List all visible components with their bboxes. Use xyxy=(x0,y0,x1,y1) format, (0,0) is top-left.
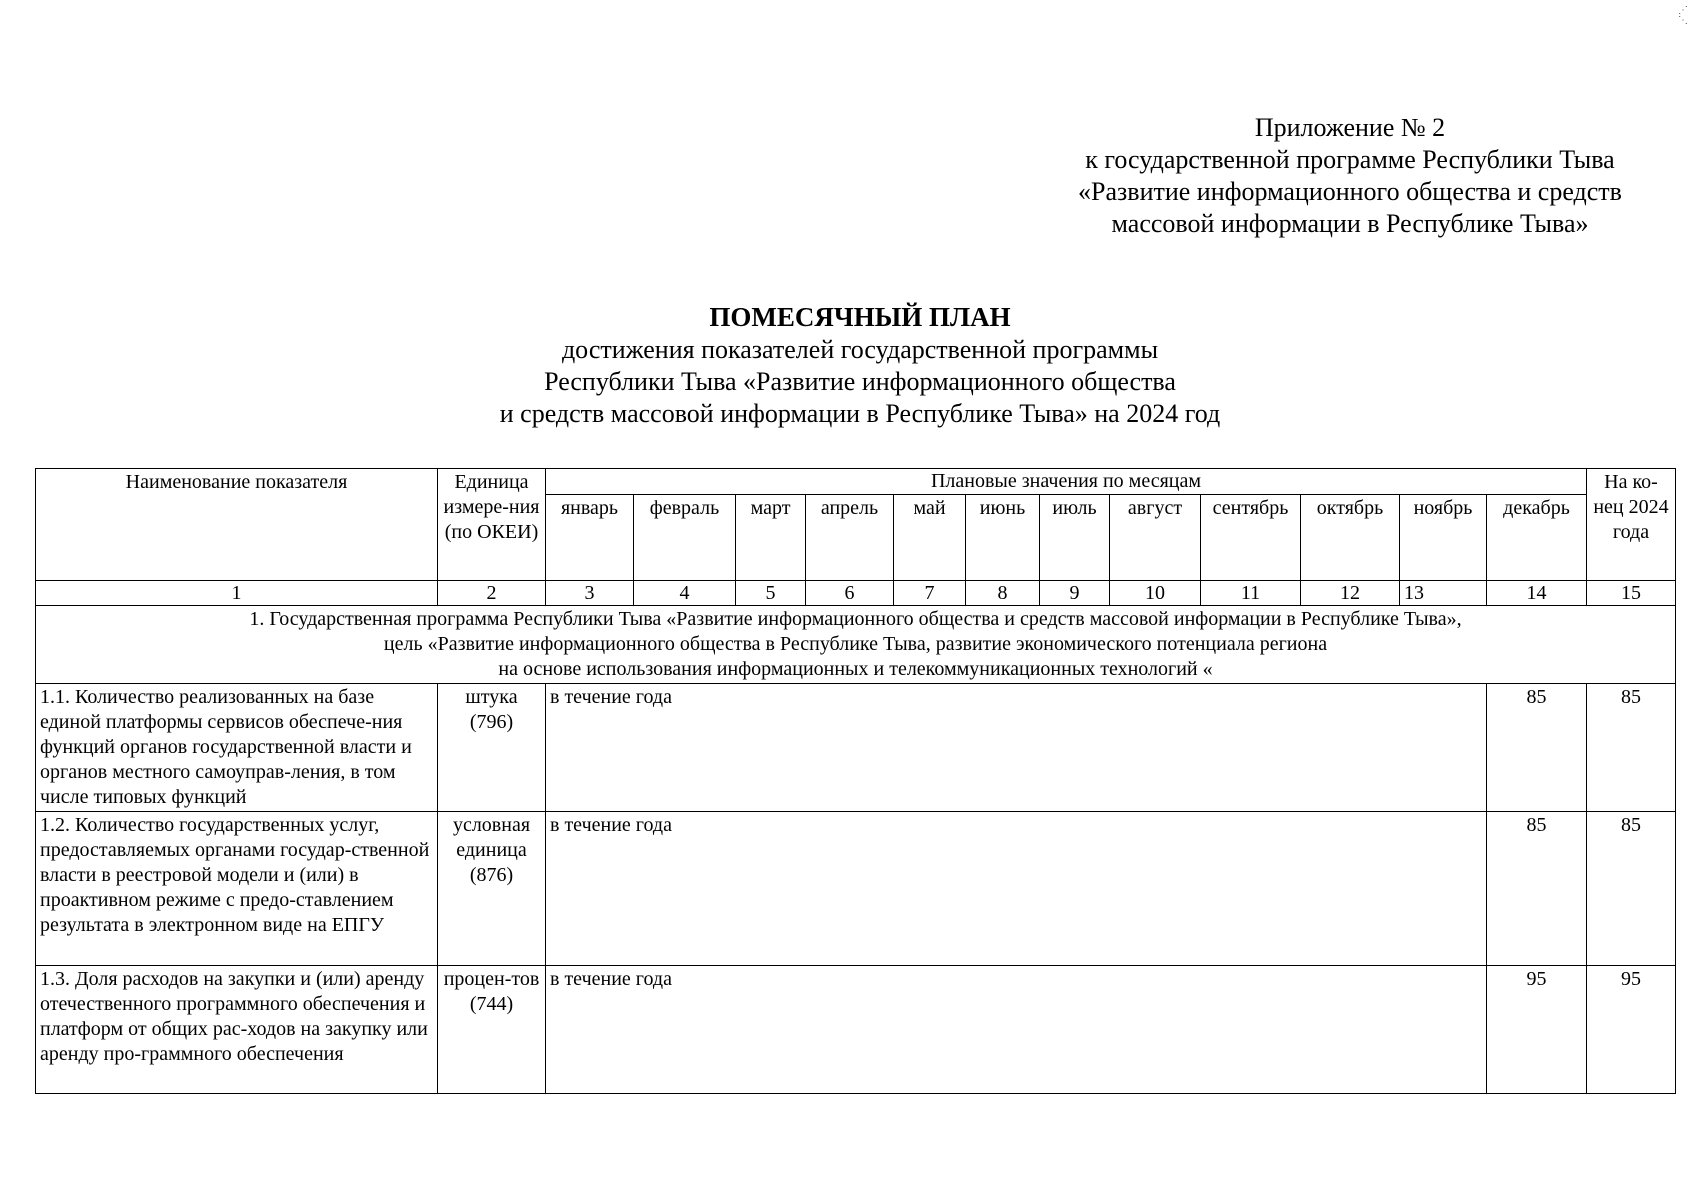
appendix-line: массовой информации в Республике Тыва» xyxy=(1111,209,1589,238)
indicator-name: 1.2. Количество государственных услуг, предоставляемых органами государ-ственной власти в реестровой модели и (или) в проактивном режиме с предо-ставлением результата в электронном виде на ЕПГУ xyxy=(36,812,438,966)
section-line: цель «Развитие информационного общества в Республике Тыва, развитие экономического потенциала региона xyxy=(383,633,1328,655)
december-value: 95 xyxy=(1487,966,1587,1094)
end-year-value: 95 xyxy=(1587,966,1676,1094)
month-header: август xyxy=(1110,495,1201,581)
indicator-name: 1.3. Доля расходов на закупки и (или) аренду отечественного программного обеспечения и платформ от общих рас-ходов на закупку или аренду про-граммного обеспечения xyxy=(36,966,438,1094)
column-number: 8 xyxy=(966,581,1040,606)
header-planned: Плановые значения по месяцам xyxy=(546,469,1587,495)
column-number: 6 xyxy=(806,581,894,606)
month-header: март xyxy=(736,495,806,581)
column-number: 11 xyxy=(1201,581,1301,606)
appendix-line: «Развитие информационного общества и средств xyxy=(1078,177,1622,206)
header-row xyxy=(36,469,1676,495)
appendix-line: к государственной программе Республики Тыва xyxy=(1085,145,1615,174)
indicator-period: в течение года xyxy=(546,812,1487,966)
column-number: 9 xyxy=(1040,581,1110,606)
month-header: сентябрь xyxy=(1201,495,1301,581)
appendix-block xyxy=(1040,112,1660,240)
header-name: Наименование показателя xyxy=(36,469,438,581)
column-number: 7 xyxy=(894,581,966,606)
column-number: 2 xyxy=(438,581,546,606)
document-title xyxy=(420,300,1300,430)
end-year-value: 85 xyxy=(1587,812,1676,966)
month-header: апрель xyxy=(806,495,894,581)
indicator-period: в течение года xyxy=(546,684,1487,812)
section-line: 1. Государственная программа Республики Тыва «Развитие информационного общества и средств массовой информации в Республике Тыва», xyxy=(249,608,1462,630)
table-row xyxy=(36,812,1676,966)
indicator-period: в течение года xyxy=(546,966,1487,1094)
title-line: Республики Тыва «Развитие информационного общества xyxy=(544,367,1176,396)
section-heading xyxy=(36,606,1676,684)
column-number: 12 xyxy=(1301,581,1400,606)
december-value: 85 xyxy=(1487,812,1587,966)
month-header: май xyxy=(894,495,966,581)
title-line: и средств массовой информации в Республике Тыва» на 2024 год xyxy=(499,399,1221,428)
scan-mark: ⋰ ⋱ xyxy=(1678,5,1688,26)
section-line: на основе использования информационных и телекоммуникационных технологий « xyxy=(498,658,1213,680)
indicator-unit: условная единица (876) xyxy=(438,812,546,966)
month-header: ноябрь xyxy=(1400,495,1487,581)
month-header: октябрь xyxy=(1301,495,1400,581)
section-row xyxy=(36,606,1676,684)
title-line: достижения показателей государственной программы xyxy=(561,335,1159,364)
plan-table xyxy=(35,468,1676,1094)
indicator-unit: штука (796) xyxy=(438,684,546,812)
column-numbers-row xyxy=(36,581,1676,606)
month-header: июль xyxy=(1040,495,1110,581)
table-row xyxy=(36,684,1676,812)
month-header: июнь xyxy=(966,495,1040,581)
month-header: февраль xyxy=(634,495,736,581)
column-number: 5 xyxy=(736,581,806,606)
december-value: 85 xyxy=(1487,684,1587,812)
column-number: 14 xyxy=(1487,581,1587,606)
column-number: 4 xyxy=(634,581,736,606)
month-header: декабрь xyxy=(1487,495,1587,581)
indicator-name: 1.1. Количество реализованных на базе единой платформы сервисов обеспече-ния функций органов государственной власти и органов местного самоуправ-ления, в том числе типовых функций xyxy=(36,684,438,812)
table-row xyxy=(36,966,1676,1094)
header-end: На ко-нец 2024 года xyxy=(1587,469,1676,581)
title-main: ПОМЕСЯЧНЫЙ ПЛАН xyxy=(709,302,1011,332)
column-number: 15 xyxy=(1587,581,1676,606)
column-number: 10 xyxy=(1110,581,1201,606)
indicator-unit: процен-тов (744) xyxy=(438,966,546,1094)
month-header: январь xyxy=(546,495,634,581)
column-number: 3 xyxy=(546,581,634,606)
column-number: 1 xyxy=(36,581,438,606)
header-unit: Единица измере-ния (по ОКЕИ) xyxy=(438,469,546,581)
end-year-value: 85 xyxy=(1587,684,1676,812)
appendix-line: Приложение № 2 xyxy=(1254,113,1446,142)
column-number: 13 xyxy=(1400,581,1487,606)
